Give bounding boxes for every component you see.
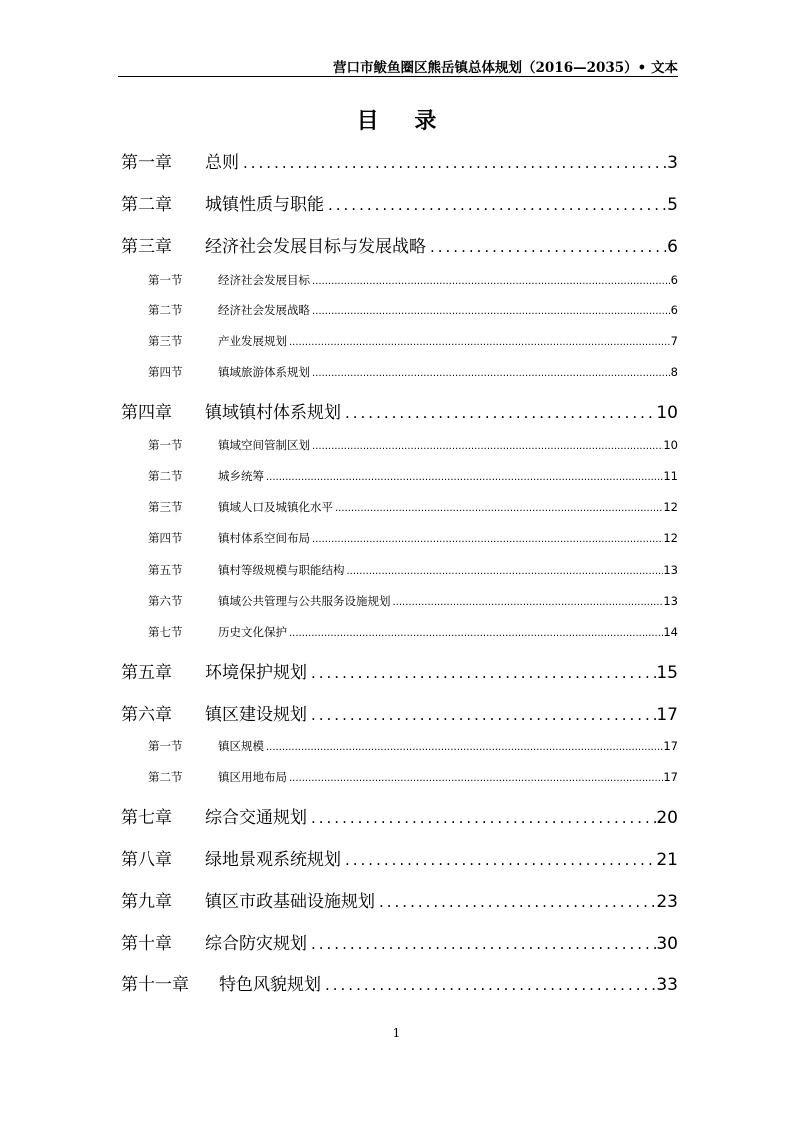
- toc-entry-label: 第一章: [121, 153, 172, 173]
- toc-entry-page: 13: [663, 563, 678, 577]
- toc-entry-title: 镇区市政基础设施规划: [205, 892, 375, 912]
- toc-entry-page: 5: [667, 195, 678, 215]
- toc-entry-page: 12: [663, 500, 678, 514]
- toc-entry-page: 6: [667, 237, 678, 257]
- toc-entry-page: 23: [656, 892, 678, 912]
- toc-leader-dots: [324, 196, 667, 214]
- toc-entry-title: 产业发展规划: [218, 334, 287, 348]
- toc-section-4-4[interactable]: [148, 530, 678, 546]
- toc-entry-title: 特色风貌规划: [219, 975, 321, 995]
- toc-entry-label: 第一节: [148, 273, 183, 287]
- toc-entry-title: 城镇性质与职能: [205, 195, 324, 215]
- toc-leader-dots: [307, 935, 656, 953]
- running-header: 营口市鲅鱼圈区熊岳镇总体规划（2016—2035）• 文本: [333, 60, 678, 76]
- toc-leader-dots: [287, 337, 671, 348]
- toc-leader-dots: [345, 566, 664, 577]
- toc-section-6-1[interactable]: [148, 738, 678, 754]
- toc-chapter-6[interactable]: [121, 700, 678, 724]
- toc-entry-label: 第九章: [121, 892, 172, 912]
- toc-chapter-9[interactable]: [121, 887, 678, 911]
- toc-entry-page: 33: [656, 975, 678, 995]
- toc-section-3-3[interactable]: [148, 333, 678, 349]
- toc-entry-title: 镇区用地布局: [218, 770, 287, 784]
- toc-entry-title: 历史文化保护: [218, 625, 287, 639]
- toc-entry-page: 8: [670, 365, 678, 379]
- toc-entry-title: 绿地景观系统规划: [205, 850, 341, 870]
- toc-leader-dots: [341, 404, 656, 422]
- toc-entry-label: 第二章: [121, 195, 172, 215]
- toc-chapter-1[interactable]: [121, 148, 678, 172]
- toc-entry-label: 第一节: [148, 438, 183, 452]
- toc-entry-label: 第三节: [148, 334, 183, 348]
- toc-entry-title: 镇域镇村体系规划: [205, 403, 341, 423]
- toc-entry-label: 第六章: [121, 705, 172, 725]
- toc-entry-title: 镇区建设规划: [205, 705, 307, 725]
- toc-leader-dots: [307, 664, 656, 682]
- toc-entry-label: 第七章: [121, 808, 172, 828]
- toc-entry-label: 第二节: [148, 303, 183, 317]
- toc-entry-page: 21: [656, 850, 678, 870]
- toc-section-3-2[interactable]: [148, 302, 678, 318]
- toc-chapter-11[interactable]: [121, 970, 678, 994]
- toc-entry-title: 经济社会发展战略: [218, 303, 310, 317]
- toc-entry-page: 17: [663, 770, 678, 784]
- toc-entry-title: 镇村体系空间布局: [218, 531, 310, 545]
- toc-chapter-5[interactable]: [121, 658, 678, 682]
- toc-leader-dots: [287, 773, 663, 784]
- toc-chapter-3[interactable]: [121, 232, 678, 256]
- toc-leader-dots: [321, 976, 656, 994]
- toc-section-4-5[interactable]: [148, 562, 678, 578]
- toc-entry-title: 镇域旅游体系规划: [218, 365, 310, 379]
- toc-entry-title: 总则: [205, 153, 239, 173]
- toc-chapter-4[interactable]: [121, 398, 678, 422]
- toc-leader-dots: [391, 597, 664, 608]
- toc-entry-label: 第二节: [148, 469, 183, 483]
- toc-title: 目 录: [356, 109, 451, 134]
- toc-entry-page: 7: [670, 334, 678, 348]
- toc-section-4-1[interactable]: [148, 437, 678, 453]
- toc-section-4-7[interactable]: [148, 624, 678, 640]
- toc-leader-dots: [307, 706, 656, 724]
- toc-entry-title: 经济社会发展目标与发展战略: [205, 237, 426, 257]
- toc-entry-label: 第四节: [148, 365, 183, 379]
- toc-leader-dots: [310, 534, 663, 545]
- toc-leader-dots: [333, 503, 663, 514]
- toc-entry-page: 20: [656, 808, 678, 828]
- toc-chapter-7[interactable]: [121, 803, 678, 827]
- toc-entry-title: 综合防灾规划: [205, 934, 307, 954]
- toc-leader-dots: [239, 154, 667, 172]
- toc-leader-dots: [426, 238, 667, 256]
- toc-entry-page: 17: [656, 705, 678, 725]
- toc-entry-label: 第十一章: [121, 975, 189, 995]
- toc-leader-dots: [264, 742, 663, 753]
- toc-section-4-2[interactable]: [148, 468, 678, 484]
- toc-section-3-4[interactable]: [148, 364, 678, 380]
- toc-entry-label: 第一节: [148, 739, 183, 753]
- toc-entry-title: 环境保护规划: [205, 663, 307, 683]
- toc-leader-dots: [264, 472, 663, 483]
- toc-entry-page: 15: [656, 663, 678, 683]
- page-number: 1: [392, 1026, 401, 1040]
- toc-entry-page: 6: [670, 303, 678, 317]
- toc-entry-label: 第五章: [121, 663, 172, 683]
- toc-entry-title: 经济社会发展目标: [218, 273, 310, 287]
- toc-leader-dots: [310, 441, 663, 452]
- toc-entry-label: 第二节: [148, 770, 183, 784]
- toc-section-4-6[interactable]: [148, 593, 678, 609]
- toc-entry-label: 第八章: [121, 850, 172, 870]
- toc-entry-page: 11: [663, 469, 678, 483]
- toc-entry-label: 第三节: [148, 500, 183, 514]
- toc-entry-page: 14: [663, 625, 678, 639]
- toc-entry-page: 30: [656, 934, 678, 954]
- toc-section-6-2[interactable]: [148, 769, 678, 785]
- toc-section-4-3[interactable]: [148, 499, 678, 515]
- toc-entry-label: 第十章: [121, 934, 172, 954]
- toc-entry-label: 第六节: [148, 594, 183, 608]
- toc-entry-title: 镇区规模: [218, 739, 264, 753]
- toc-entry-title: 镇域公共管理与公共服务设施规划: [218, 594, 391, 608]
- toc-entry-page: 12: [663, 531, 678, 545]
- toc-chapter-8[interactable]: [121, 845, 678, 869]
- toc-entry-title: 镇域人口及城镇化水平: [218, 500, 333, 514]
- toc-entry-title: 镇村等级规模与职能结构: [218, 563, 345, 577]
- header-rule: [118, 76, 678, 77]
- toc-entry-page: 17: [663, 739, 678, 753]
- toc-entry-label: 第三章: [121, 237, 172, 257]
- toc-leader-dots: [341, 851, 656, 869]
- toc-section-3-1[interactable]: [148, 272, 678, 288]
- toc-entry-title: 镇域空间管制区划: [218, 438, 310, 452]
- toc-entry-title: 城乡统筹: [218, 469, 264, 483]
- toc-entry-page: 10: [663, 438, 678, 452]
- toc-leader-dots: [310, 276, 671, 287]
- toc-entry-label: 第五节: [148, 563, 183, 577]
- toc-leader-dots: [307, 809, 656, 827]
- toc-entry-label: 第七节: [148, 625, 183, 639]
- toc-entry-label: 第四节: [148, 531, 183, 545]
- toc-entry-page: 6: [670, 273, 678, 287]
- toc-chapter-10[interactable]: [121, 929, 678, 953]
- toc-leader-dots: [287, 628, 663, 639]
- toc-entry-page: 3: [667, 153, 678, 173]
- toc-entry-page: 13: [663, 594, 678, 608]
- toc-leader-dots: [310, 306, 671, 317]
- toc-leader-dots: [375, 893, 656, 911]
- toc-entry-label: 第四章: [121, 403, 172, 423]
- toc-chapter-2[interactable]: [121, 190, 678, 214]
- toc-entry-title: 综合交通规划: [205, 808, 307, 828]
- toc-entry-page: 10: [656, 403, 678, 423]
- toc-leader-dots: [310, 368, 671, 379]
